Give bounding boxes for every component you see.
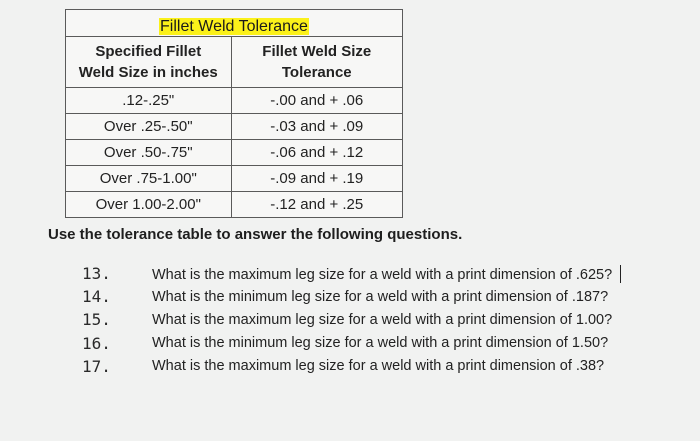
question-item [82,308,621,331]
tolerance-cell: -.09 and + .19 [231,166,402,192]
question-item [82,332,621,355]
question-item [82,285,621,308]
question-item [82,355,621,378]
question-text: What is the maximum leg size for a weld with a print dimension of .38? [152,358,605,375]
tolerance-cell: -.00 and + .06 [231,88,402,114]
size-cell: Over .75-1.00" [66,166,232,192]
instructions-text: Use the tolerance table to answer the following questions. [48,226,463,243]
tolerance-table-container [65,9,403,218]
table-row [66,166,403,192]
table-row [66,140,403,166]
question-number: 17. [82,356,111,376]
question-list [82,262,621,378]
question-text-content: What is the maximum leg size for a weld with a print dimension of .625? [152,266,613,283]
tolerance-table [65,9,403,218]
table-title: Fillet Weld Tolerance [160,18,308,35]
tolerance-cell: -.03 and + .09 [231,114,402,140]
size-cell: Over .25-.50" [66,114,232,140]
question-number: 15. [82,310,111,330]
question-text: What is the maximum leg size for a weld with a print dimension of 1.00? [152,311,613,328]
table-row [66,114,403,140]
size-cell: .12-.25" [66,88,232,114]
table-title-cell [66,10,403,37]
question-number: 14. [82,287,111,307]
question-number: 13. [82,264,111,284]
header-specified-size-line1: Specified Fillet [95,43,202,60]
text-cursor [620,265,621,283]
size-cell: Over 1.00-2.00" [66,192,232,218]
question-number: 16. [82,333,111,353]
size-cell: Over .50-.75" [66,140,232,166]
question-text: What is the minimum leg size for a weld with a print dimension of 1.50? [152,335,609,352]
table-row [66,88,403,114]
tolerance-cell: -.12 and + .25 [231,192,402,218]
question-text [152,265,621,283]
header-specified-size [66,37,232,88]
header-specified-size-line2: Weld Size in inches [78,64,218,81]
table-row [66,192,403,218]
header-tolerance-line2: Tolerance [281,64,352,81]
question-item [82,262,621,285]
header-tolerance [231,37,402,88]
question-text: What is the minimum leg size for a weld with a print dimension of .187? [152,288,609,305]
header-tolerance-line1: Fillet Weld Size [262,43,372,60]
tolerance-cell: -.06 and + .12 [231,140,402,166]
